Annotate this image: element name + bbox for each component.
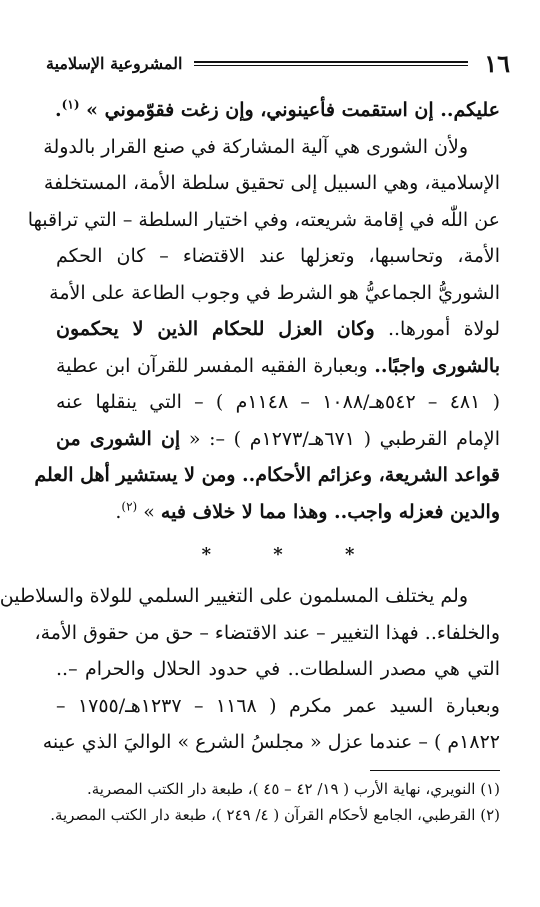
- body-line: ولأن الشورى هي آلية المشاركة في صنع القرار بالدولة: [43, 135, 468, 158]
- sentence-end: .: [55, 99, 62, 121]
- header-rule: [194, 61, 468, 66]
- body-line: [56, 421, 500, 458]
- section-separator: * * *: [201, 544, 383, 565]
- footnote: (١) النويري، نهاية الأرب ( ١٩/ ٤٢ – ٤٥ )، طبعة دار الكتب المصرية.: [86, 780, 500, 798]
- body-line: ١٨٢٢م ) – عندما عزل « مجلسُ الشرع » الواليَ الذي عينه: [42, 731, 500, 753]
- body-line: [56, 348, 500, 385]
- body-line: والخلفاء.. فهذا التغيير – عند الاقتضاء – حق من حقوق الأمة،: [34, 621, 500, 644]
- emphasis-text: وكان العزل للحكام الذين لا يحكمون: [56, 318, 375, 340]
- page-number: ١٦: [484, 48, 510, 78]
- body-line: الإسلامية، وهي السبيل إلى تحقيق سلطة الأمة، المستخلفة: [43, 172, 500, 194]
- body-line: الشوريُّ الجماعيُّ هو الشرط في وجوب الطاعة على الأمة: [49, 281, 500, 304]
- body-line: التي هي مصدر السلطات.. في حدود الحلال والحرام –..: [56, 658, 500, 680]
- body-line: [56, 311, 500, 348]
- body-line: قواعد الشريعة، وعزائم الأحكام.. ومن لا يستشير أهل العلم: [34, 464, 500, 486]
- body-line: [56, 92, 500, 129]
- quote-text: عليكم.. إن استقمت فأعينوني، وإن زغت فقوّموني »: [86, 99, 500, 121]
- body-text: [0, 92, 501, 761]
- emphasis-text: والدين فعزله واجب.. وهذا مما لا خلاف فيه: [160, 500, 500, 523]
- body-line: ( ٤٨١ – ٥٤٢هـ/١٠٨٨ – ١١٤٨م ) – التي ينقلها عنه: [56, 391, 500, 413]
- body-line: [56, 494, 500, 531]
- quote-close: »: [143, 500, 161, 523]
- footnote: (٢) القرطبي، الجامع لأحكام القرآن ( ٤/ ٢٤٩ )، طبعة دار الكتب المصرية.: [50, 806, 500, 824]
- body-line: ولم يختلف المسلمون على التغيير السلمي للولاة والسلاطين: [0, 585, 468, 607]
- footnote-rule: [370, 770, 500, 771]
- sentence-end: .: [115, 500, 122, 523]
- footnotes: [50, 776, 500, 828]
- body-text-span: وبعبارة الفقيه المفسر للقرآن ابن عطية: [56, 354, 368, 377]
- body-line: وبعبارة السيد عمر مكرم ( ١١٦٨ – ١٢٣٧هـ/١٧٥٥ –: [56, 694, 500, 717]
- emphasis-text: إن الشورى من: [56, 427, 181, 450]
- body-line: عن اللّٰه في إقامة شريعته، وفي اختيار السلطة – التي تراقبها: [27, 208, 500, 231]
- running-title: المشروعية الإسلامية: [46, 53, 183, 73]
- body-text-span: الإمام القرطبي ( ٦٧١هـ/١٢٧٣م ) –: «: [180, 427, 501, 450]
- emphasis-text: بالشورى واجبًا..: [374, 354, 500, 377]
- body-line: الأمة، وتحاسبها، وتعزلها عند الاقتضاء – كان الحكم: [56, 245, 500, 267]
- page-header: [46, 46, 510, 80]
- footnote-marker: (١): [61, 97, 80, 112]
- footnote-marker: (٢): [121, 499, 138, 514]
- body-text-span: لولاة أمورها..: [387, 318, 500, 340]
